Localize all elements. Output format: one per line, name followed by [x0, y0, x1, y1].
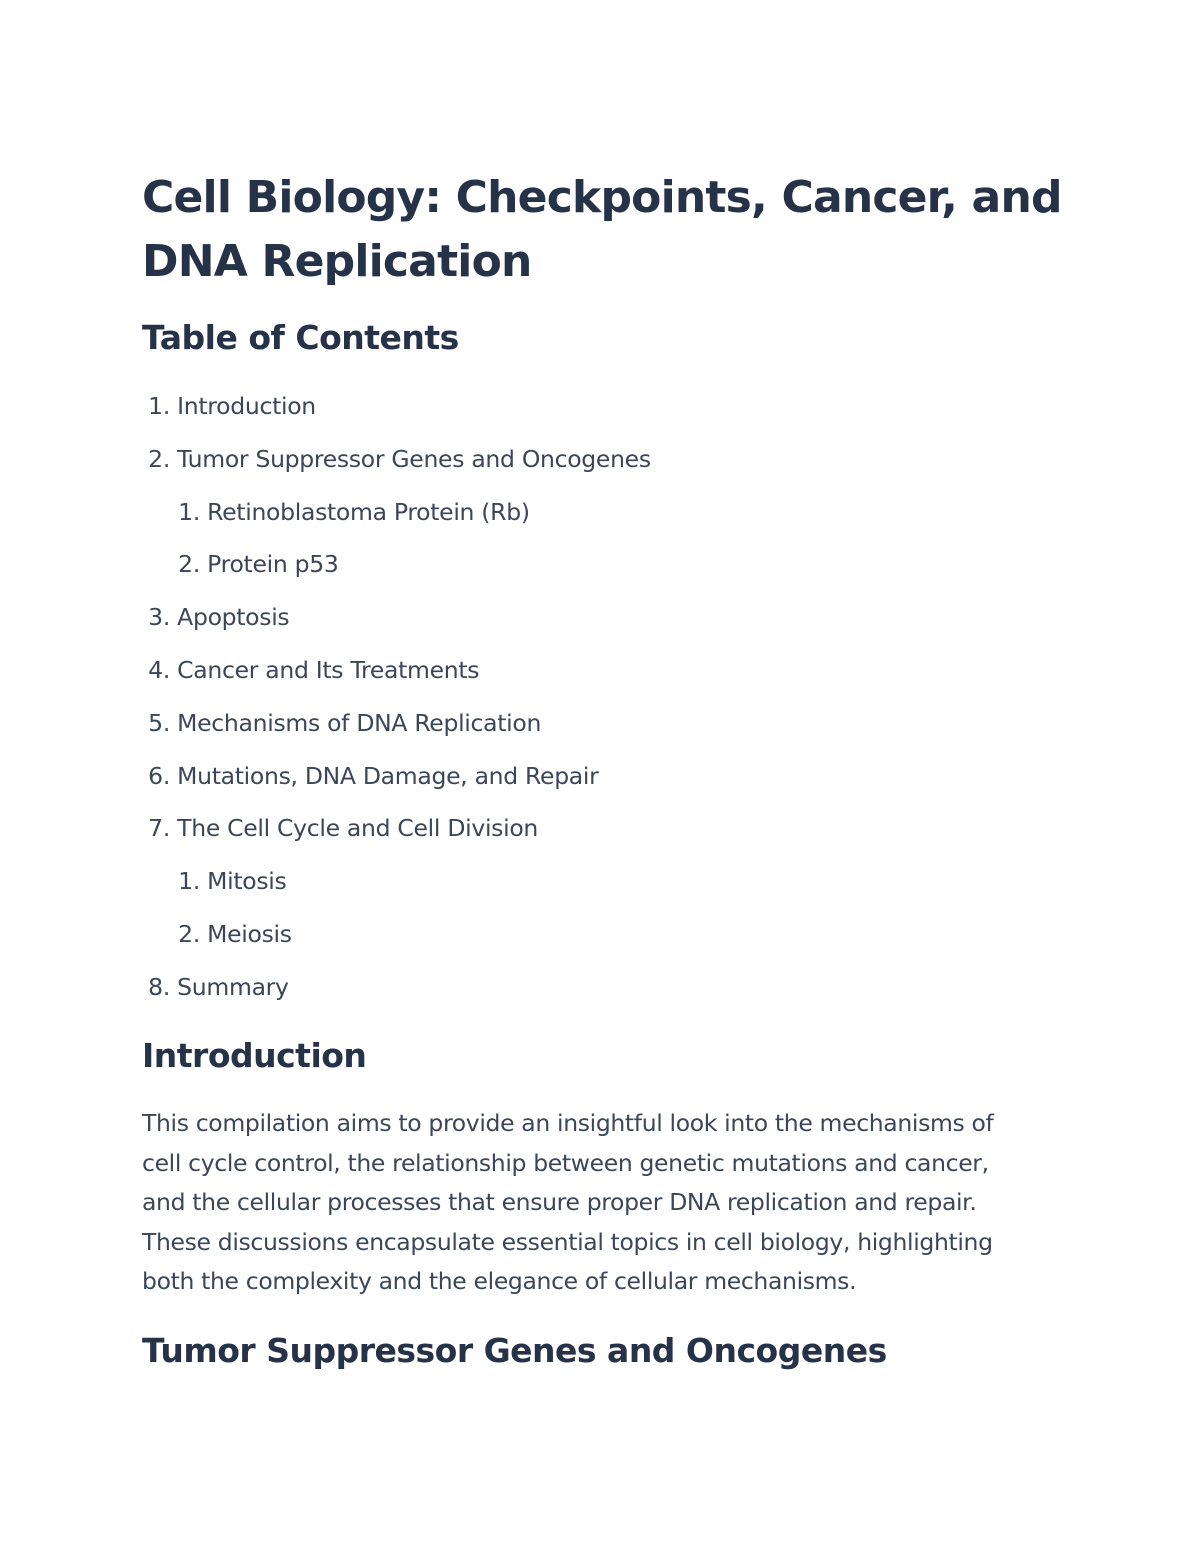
- toc-item-number: 5.: [148, 708, 170, 737]
- paragraph-line: These discussions encapsulate essential topics in cell biology, highlighting: [142, 1227, 993, 1256]
- toc-subitem-p53[interactable]: [142, 545, 651, 598]
- toc-item-label: Meiosis: [207, 919, 292, 948]
- toc-item-number: 7.: [148, 814, 170, 843]
- toc-item-label: Introduction: [177, 392, 316, 420]
- toc-subitem-retinoblastoma[interactable]: [142, 493, 651, 546]
- toc-item-cancer-treatments[interactable]: [142, 651, 651, 704]
- paragraph-line: cell cycle control, the relationship between genetic mutations and cancer,: [142, 1148, 989, 1177]
- introduction-paragraph: [142, 1104, 1062, 1302]
- toc-item-number: 2.: [148, 444, 170, 473]
- document-title: [142, 166, 1062, 294]
- toc-item-number: 6.: [148, 761, 170, 790]
- toc-item-label: Mutations, DNA Damage, and Repair: [177, 761, 599, 790]
- paragraph-line: This compilation aims to provide an insightful look into the mechanisms of: [142, 1109, 994, 1137]
- toc-item-label: Protein p53: [207, 550, 339, 579]
- introduction-heading: Introduction: [142, 1036, 367, 1075]
- toc-item-label: Mechanisms of DNA Replication: [177, 708, 542, 737]
- toc-item-number: 4.: [148, 655, 170, 684]
- toc-item-label: Apoptosis: [177, 603, 290, 632]
- toc-item-cell-cycle[interactable]: [142, 809, 651, 862]
- toc-item-number: 1.: [178, 867, 200, 896]
- toc-item-number: 8.: [148, 972, 170, 1001]
- toc-subitem-meiosis[interactable]: [142, 915, 651, 968]
- paragraph-line: and the cellular processes that ensure proper DNA replication and repair.: [142, 1188, 977, 1217]
- table-of-contents: [142, 387, 651, 1021]
- toc-item-dna-replication[interactable]: [142, 704, 651, 757]
- toc-item-number: 1.: [148, 392, 170, 420]
- toc-item-label: Mitosis: [207, 867, 287, 896]
- toc-item-number: 1.: [178, 497, 200, 526]
- toc-item-apoptosis[interactable]: [142, 598, 651, 651]
- title-line-2: DNA Replication: [142, 236, 532, 287]
- title-line-1: Cell Biology: Checkpoints, Cancer, and: [142, 172, 1062, 223]
- toc-item-number: 2.: [178, 550, 200, 579]
- toc-item-tumor-suppressor[interactable]: [142, 440, 651, 493]
- toc-item-number: 3.: [148, 603, 170, 632]
- toc-item-number: 2.: [178, 919, 200, 948]
- tumor-suppressor-heading: Tumor Suppressor Genes and Oncogenes: [142, 1331, 887, 1370]
- toc-item-label: Cancer and Its Treatments: [177, 655, 480, 684]
- toc-item-mutations[interactable]: [142, 757, 651, 810]
- toc-item-introduction[interactable]: [142, 387, 651, 440]
- toc-item-summary[interactable]: [142, 968, 651, 1021]
- paragraph-line: both the complexity and the elegance of cellular mechanisms.: [142, 1267, 857, 1296]
- toc-item-label: Summary: [177, 972, 289, 1001]
- toc-item-label: Tumor Suppressor Genes and Oncogenes: [177, 444, 651, 473]
- toc-heading: Table of Contents: [142, 318, 459, 357]
- toc-item-label: Retinoblastoma Protein (Rb): [207, 497, 530, 526]
- toc-subitem-mitosis[interactable]: [142, 862, 651, 915]
- toc-item-label: The Cell Cycle and Cell Division: [177, 814, 539, 843]
